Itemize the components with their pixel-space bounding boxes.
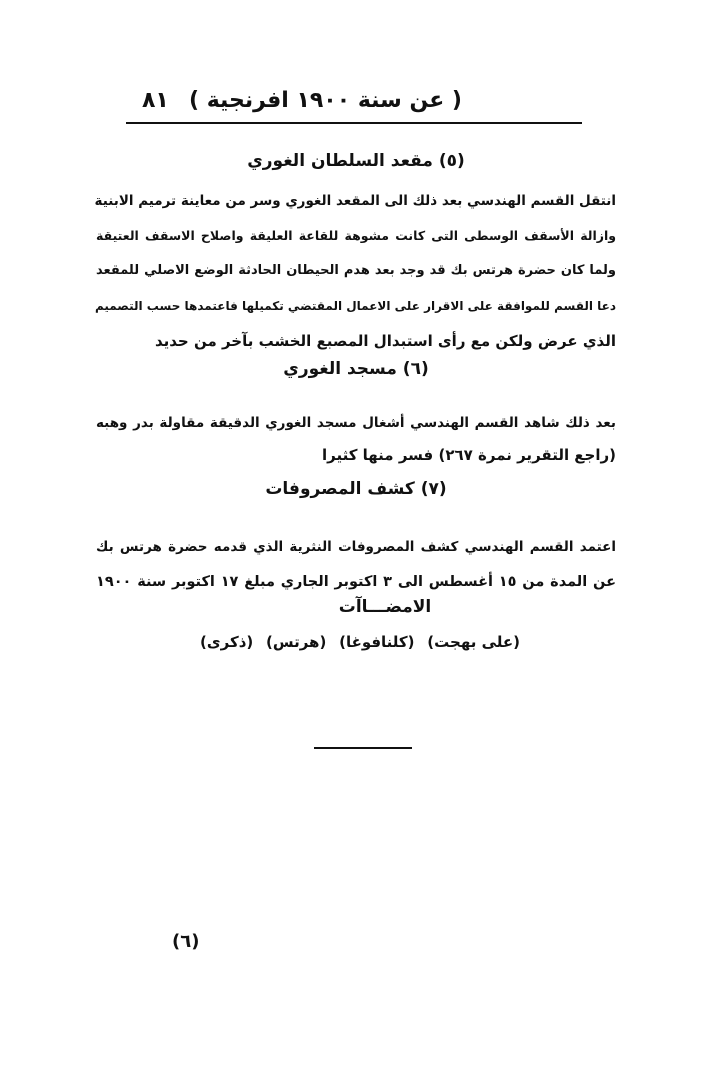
signature-name: (كلنافوغا) [339,633,415,651]
section-title: (٥) مقعد السلطان الغوري [247,151,465,171]
section-6 [96,354,616,468]
signature-mark: (٦) [172,931,200,952]
body-line: عن المدة من ١٥ أغسطس الى ٣ اكتوبر الجاري مبلغ ١٧ اكتوبر سنة ١٩٠٠ [96,574,616,590]
body-line: انتقل القسم الهندسي بعد ذلك الى المقعد الغوري وسر من معاينة ترميم الابنية [94,193,616,209]
signature-name: (ذكرى) [200,633,254,651]
body-line: ولما كان حضرة هرتس بك قد وجد بعد هدم الحيطان الحادثة الوضع الاصلي للمقعد [96,263,616,278]
page-number: ٨١ [142,88,169,113]
header-rule [126,122,582,124]
signature-name: (هرتس) [266,633,327,651]
section-title: (٧) كشف المصروفات [265,479,447,499]
section-5 [96,146,616,354]
body-line: اعتمد القسم الهندسي كشف المصروفات النثرية الذي قدمه حضرة هرتس بك [96,539,616,555]
body-line: وازالة الأسقف الوسطى التى كانت مشوهة للقاعة العليقة واصلاح الاسقف العتيقة [96,228,616,243]
page-header [130,82,582,122]
body-line: الذي عرض ولكن مع رأى استبدال المصبع الخشب بآخر من حديد [154,332,616,350]
body-line: دعا القسم للموافقة على الاقرار على الاعمال المقتضي تكميلها فاعتمدها حسب التصميم [94,299,616,313]
signature-name: (على بهجت) [427,633,520,651]
section-title: (٦) مسجد الغوري [283,359,429,379]
body-line: بعد ذلك شاهد القسم الهندسي أشغال مسجد الغوري الدقيقة مقاولة بدر وهبه [96,415,616,431]
signature-list [200,633,520,651]
body-line: (راجع التقرير نمرة ٢٦٧) فسر منها كثيرا [321,446,616,464]
section-7 [96,474,616,595]
running-title: ( عن سنة ١٩٠٠ افرنجية ) [189,88,462,113]
end-rule [314,747,412,749]
signatures-title: الامضـــاآت [338,597,432,617]
